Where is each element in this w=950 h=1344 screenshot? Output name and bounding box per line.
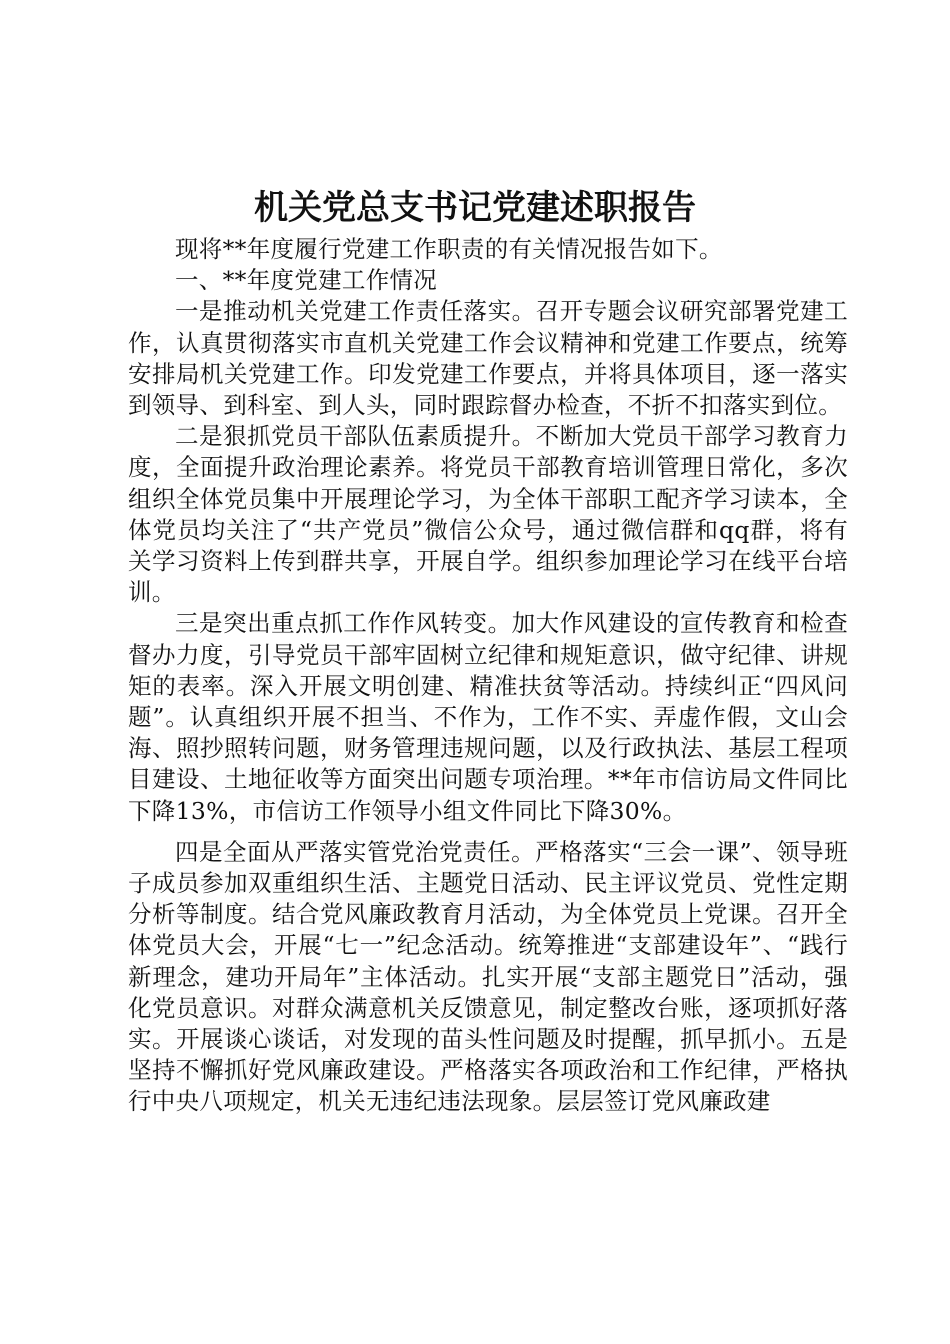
paragraph-item-1: 一是推动机关党建工作责任落实。召开专题会议研究部署党建工作，认真贯彻落实市直机关党建工作会议精神和党建工作要点，统筹安排局机关党建工作。印发党建工作要点，并将具体项目，逐一落实到领导、到科室、到人头，同时跟踪督办检查，不折不扣落实到位。 [128, 297, 848, 420]
section-heading: 一、**年度党建工作情况 [175, 266, 438, 295]
paragraph-item-2: 二是狠抓党员干部队伍素质提升。不断加大党员干部学习教育力度，全面提升政治理论素养。将党员干部教育培训管理日常化，多次组织全体党员集中开展理论学习，为全体干部职工配齐学习读本，全体党员均关注了“共产党员”微信公众号，通过微信群和qq群，将有关学习资料上传到群共享，开展自学。组织参加理论学习在线平台培训。 [128, 422, 848, 607]
document-title: 机关党总支书记党建述职报告 [254, 188, 696, 228]
paragraph-item-3: 三是突出重点抓工作作风转变。加大作风建设的宣传教育和检查督办力度，引导党员干部牢固树立纪律和规矩意识，做守纪律、讲规矩的表率。深入开展文明创建、精准扶贫等活动。持续纠正“四风问题”。认真组织开展不担当、不作为，工作不实、弄虚作假，文山会海、照抄照转问题，财务管理违规问题，以及行政执法、基层工程项目建设、土地征收等方面突出问题专项治理。**年市信访局文件同比下降13%，市信访工作领导小组文件同比下降30%。 [128, 609, 848, 825]
paragraph-item-4: 四是全面从严落实管党治党责任。严格落实“三会一课”、领导班子成员参加双重组织生活、主题党日活动、民主评议党员、党性定期分析等制度。结合党风廉政教育月活动，为全体党员上党课。召开全体党员大会，开展“七一”纪念活动。统筹推进“支部建设年”、“践行新理念，建功开局年”主体活动。扎实开展“支部主题党日”活动，强化党员意识。对群众满意机关反馈意见，制定整改台账，逐项抓好落实。开展谈心谈话，对发现的苗头性问题及时提醒，抓早抓小。五是坚持不懈抓好党风廉政建设。严格落实各项政治和工作纪律，严格执行中央八项规定，机关无违纪违法现象。层层签订党风廉政建 [128, 837, 848, 1116]
document-body [128, 234, 848, 1118]
paragraph-intro: 现将**年度履行党建工作职责的有关情况报告如下。 [175, 235, 723, 263]
